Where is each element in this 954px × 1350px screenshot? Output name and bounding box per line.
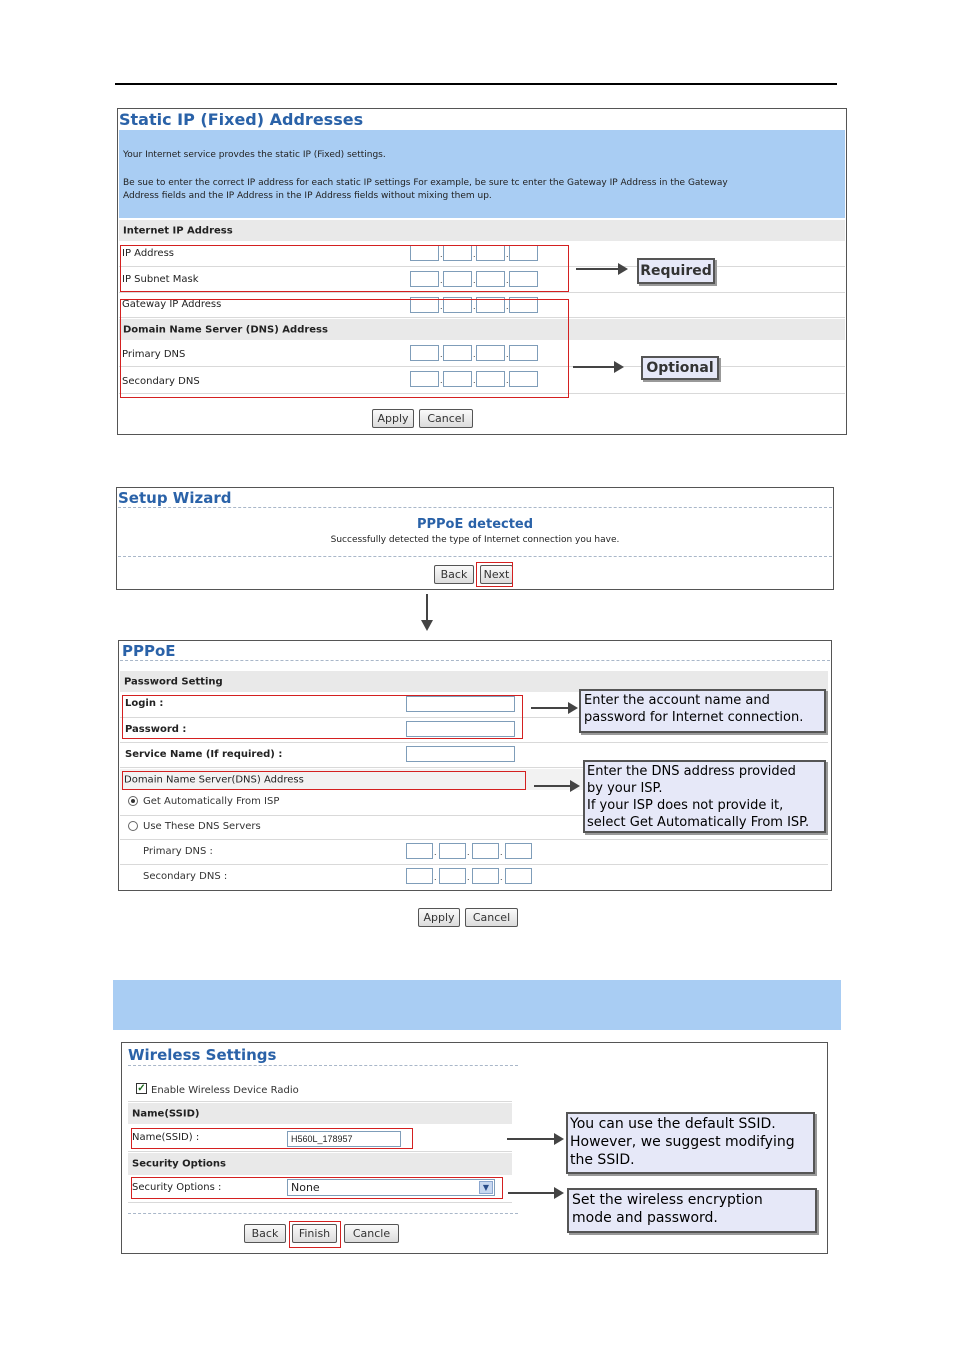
static-ip-title: Static IP (Fixed) Addresses xyxy=(119,110,364,129)
pppoe-primary-dns-dot: . xyxy=(434,847,437,857)
required-callout: Required xyxy=(637,258,715,284)
static-secondary-dns-row: Secondary DNS xyxy=(119,367,845,394)
required-highlight xyxy=(120,245,569,292)
static-secondary-dns-dot: . xyxy=(440,375,443,385)
required-arrow xyxy=(576,268,619,270)
gateway-row: Gateway IP Address xyxy=(119,293,845,318)
security-arrow xyxy=(508,1192,555,1194)
wireless-title-divider xyxy=(128,1065,518,1066)
ssid-highlight xyxy=(131,1128,413,1149)
ip-address-dot: . xyxy=(506,249,509,259)
wizard-back-button[interactable]: Back xyxy=(434,565,474,584)
wizard-bottom-divider xyxy=(118,556,832,557)
optional-callout: Optional xyxy=(641,356,719,380)
password-row: Password : xyxy=(120,718,828,743)
static-secondary-dns-dot: . xyxy=(473,375,476,385)
static-ip-description-line2: Be sue to enter the correct IP address for each static IP settings For example, be sure tc enter the Gateway IP Address in the Gateway xyxy=(123,178,728,188)
static-ip-description-line1: Your Internet service provdes the static IP (Fixed) settings. xyxy=(123,150,386,160)
optional-arrow xyxy=(573,366,615,368)
login-row: Login : xyxy=(120,693,828,718)
wireless-back-button[interactable]: Back xyxy=(244,1224,286,1243)
subnet-mask-dot: . xyxy=(440,275,443,285)
section-banner xyxy=(113,980,841,1030)
get-auto-radio[interactable] xyxy=(128,796,138,806)
pppoe-primary-dns-row: Primary DNS : xyxy=(120,840,828,865)
internet-ip-section: Internet IP Address xyxy=(119,220,845,241)
static-cancel-button[interactable]: Cancel xyxy=(419,409,473,428)
security-section: Security Options xyxy=(128,1153,512,1175)
ssid-row: Name(SSID) : xyxy=(128,1125,512,1152)
ssid-callout: You can use the default SSID. However, we suggest modifying the SSID. xyxy=(566,1112,815,1174)
pppoe-apply-button[interactable]: Apply xyxy=(418,908,460,927)
use-these-row: Use These DNS Servers xyxy=(120,816,828,840)
pppoe-detected-heading: PPPoE detected xyxy=(416,517,534,532)
dns-callout: Enter the DNS address provided by your ISP. If your ISP does not provide it, select Get Automatically From ISP. xyxy=(583,760,826,833)
subnet-mask-dot: . xyxy=(473,275,476,285)
security-row: Security Options : xyxy=(128,1176,512,1203)
pppoe-primary-dns-octet-1[interactable] xyxy=(406,843,433,859)
ip-address-row: IP Address xyxy=(119,242,845,267)
pppoe-secondary-dns-label: Secondary DNS : xyxy=(143,871,228,882)
static-primary-dns-dot: . xyxy=(473,349,476,359)
wireless-title: Wireless Settings xyxy=(128,1046,277,1064)
account-callout: Enter the account name and password for Internet connection. xyxy=(579,689,826,733)
subnet-mask-row: IP Subnet Mask xyxy=(119,267,845,293)
static-apply-button[interactable]: Apply xyxy=(372,409,414,428)
pppoe-detected-message: Successfully detected the type of Internet connection you have. xyxy=(330,535,620,545)
pppoe-secondary-dns-octet-2[interactable] xyxy=(439,868,466,884)
pppoe-primary-dns-octet-4[interactable] xyxy=(505,843,532,859)
page-header-rule xyxy=(115,83,837,85)
chevron-down-icon[interactable]: ▼ xyxy=(479,1181,493,1194)
next-highlight xyxy=(476,562,513,587)
pppoe-dns-section: Domain Name Server(DNS) Address xyxy=(120,769,828,790)
ip-address-dot: . xyxy=(440,249,443,259)
static-primary-dns-row: Primary DNS xyxy=(119,341,845,367)
password-setting-section: Password Setting xyxy=(120,671,828,692)
pppoe-cancel-button[interactable]: Cancel xyxy=(465,908,518,927)
setup-wizard-title: Setup Wizard xyxy=(118,489,232,507)
service-name-input[interactable] xyxy=(406,746,515,762)
setup-wizard-panel xyxy=(116,487,834,590)
pppoe-secondary-dns-octet-4[interactable] xyxy=(505,868,532,884)
static-primary-dns-dot: . xyxy=(440,349,443,359)
gateway-dot: . xyxy=(473,301,476,311)
pppoe-secondary-dns-dot: . xyxy=(467,872,470,882)
ssid-input[interactable]: H560L_178957 xyxy=(287,1131,401,1147)
subnet-mask-dot: . xyxy=(506,275,509,285)
login-password-highlight xyxy=(122,695,523,739)
pppoe-dns-arrow xyxy=(534,785,571,787)
pppoe-secondary-dns-octet-3[interactable] xyxy=(472,868,499,884)
use-these-radio[interactable] xyxy=(128,821,138,831)
security-callout: Set the wireless encryption mode and password. xyxy=(567,1188,817,1233)
wireless-bottom-divider xyxy=(128,1213,518,1214)
pppoe-title: PPPoE xyxy=(122,642,176,660)
pppoe-secondary-dns-octet-1[interactable] xyxy=(406,868,433,884)
static-dns-section: Domain Name Server (DNS) Address xyxy=(119,319,845,340)
static-primary-dns-dot: . xyxy=(506,349,509,359)
ip-address-dot: . xyxy=(473,249,476,259)
pppoe-dns-highlight xyxy=(122,771,526,790)
pppoe-primary-dns-dot: . xyxy=(500,847,503,857)
finish-highlight xyxy=(289,1221,341,1248)
security-select[interactable]: None ▼ xyxy=(287,1179,495,1196)
pppoe-secondary-dns-dot: . xyxy=(500,872,503,882)
service-name-row: Service Name (If required) : xyxy=(120,743,828,768)
get-auto-row: Get Automatically From ISP xyxy=(120,791,828,816)
wireless-cancel-button[interactable]: Cancle xyxy=(344,1224,399,1243)
enable-radio-checkbox[interactable]: ✓ xyxy=(137,1083,146,1094)
optional-highlight xyxy=(120,299,569,398)
wizard-title-divider xyxy=(118,507,832,508)
pppoe-secondary-dns-dot: . xyxy=(434,872,437,882)
wireless-finish-button[interactable]: Finish xyxy=(292,1224,337,1243)
static-secondary-dns-dot: . xyxy=(506,375,509,385)
static-ip-description-box xyxy=(119,130,845,218)
enable-radio-row: Enable Wireless Device Radio xyxy=(128,1078,512,1102)
pppoe-primary-dns-dot: . xyxy=(467,847,470,857)
static-ip-description-line3: Address fields and the IP Address in the IP Address fields without mixing them up. xyxy=(123,191,492,201)
wizard-to-pppoe-arrowhead xyxy=(421,620,433,631)
gateway-dot: . xyxy=(506,301,509,311)
pppoe-primary-dns-octet-3[interactable] xyxy=(472,843,499,859)
wizard-next-button[interactable]: Next xyxy=(480,565,513,584)
ssid-section: Name(SSID) xyxy=(128,1103,512,1124)
ssid-arrow xyxy=(507,1138,555,1140)
wizard-to-pppoe-arrow xyxy=(426,594,428,622)
gateway-dot: . xyxy=(440,301,443,311)
security-highlight xyxy=(131,1177,503,1199)
account-arrow xyxy=(531,707,569,709)
pppoe-title-divider xyxy=(120,660,830,661)
pppoe-primary-dns-octet-2[interactable] xyxy=(439,843,466,859)
